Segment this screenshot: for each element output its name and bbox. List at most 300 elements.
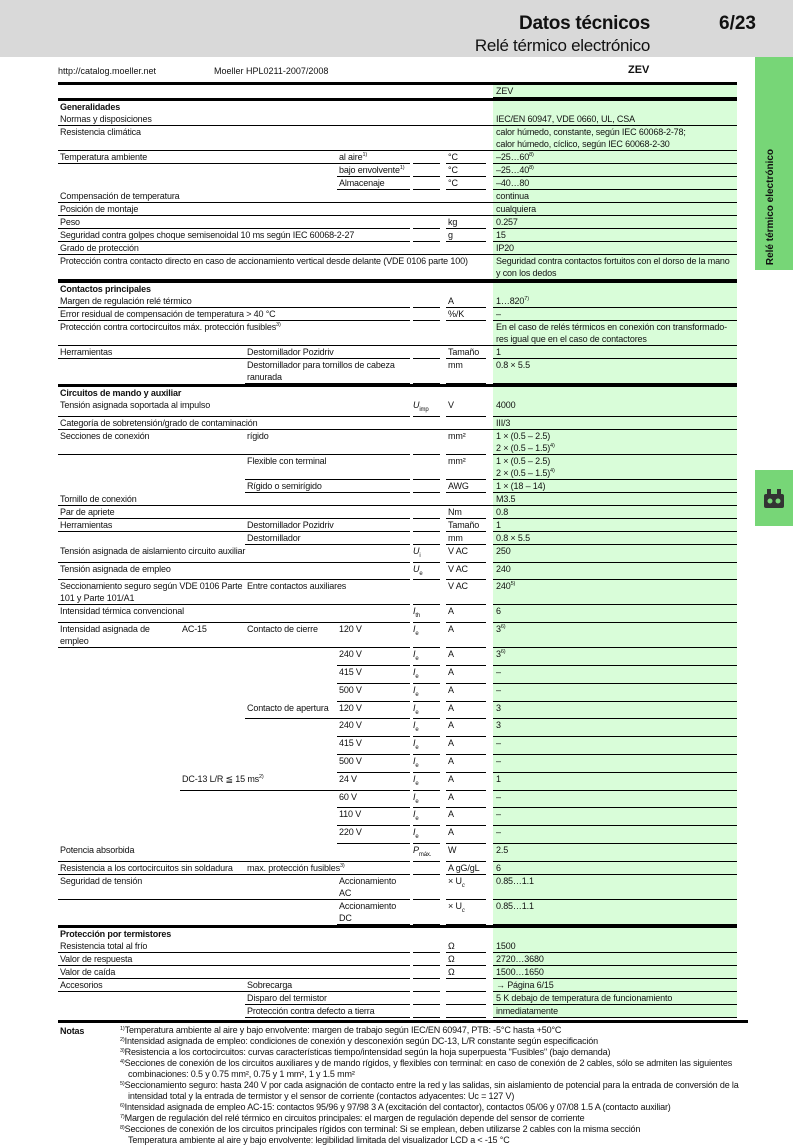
value-cell-text: – (496, 791, 501, 802)
label-cell-text: Seguridad de tensión (60, 875, 143, 886)
symbol-cell-text: I (413, 666, 416, 677)
value-cell-text: 240 (496, 563, 511, 574)
cond-cell (337, 666, 410, 684)
symbol-subscript: imp (419, 406, 429, 413)
empty-cell (58, 1005, 245, 1018)
unit-cell (446, 979, 486, 992)
table-row (58, 229, 737, 242)
section-title-text: Contactos principales (60, 284, 151, 294)
note-number: 7) (120, 1113, 125, 1120)
symbol-cell (413, 164, 440, 177)
table-row (58, 773, 737, 791)
sub-cell-text: Rígido o semirígido (247, 480, 322, 491)
value-cell (493, 826, 737, 844)
table-row (58, 979, 737, 992)
gap (486, 1005, 493, 1018)
unit-cell-text: kg (448, 217, 458, 227)
unit-cell-text: Ω (448, 953, 455, 964)
unit-cell (446, 791, 486, 809)
unit-cell-text: Ω (448, 940, 455, 951)
unit-cell-text: A (448, 809, 454, 820)
gap (486, 480, 493, 493)
symbol-cell (413, 399, 440, 417)
unit-cell-text: AWG (448, 480, 469, 491)
table-row (58, 953, 737, 966)
value-cell (493, 101, 737, 113)
cond-cell (337, 684, 410, 702)
content (58, 82, 748, 1146)
table-row (58, 992, 737, 1005)
table-row (58, 308, 737, 321)
cond-cell (337, 808, 410, 826)
value-cell (493, 580, 737, 605)
section-header (58, 384, 737, 399)
footnote-ref[interactable]: 1) (362, 152, 368, 158)
gap (486, 755, 493, 773)
empty-cell (58, 359, 245, 384)
footnote-ref[interactable]: 3) (276, 322, 281, 328)
symbol-subscript: e (415, 727, 419, 734)
symbol-subscript: e (415, 780, 419, 787)
cond-cell (337, 791, 410, 809)
table-row (58, 430, 737, 455)
value-cell-text: 5 K debajo de temperatura de funcionamiento (496, 992, 673, 1003)
symbol-cell-text: I (413, 827, 416, 838)
label-cell (58, 190, 493, 203)
symbol-cell (413, 177, 440, 190)
symbol-cell-text: I (413, 791, 416, 802)
symbol-cell-text: U (413, 545, 420, 556)
cond-cell (337, 702, 410, 720)
label-cell (58, 862, 245, 875)
empty-cell (58, 455, 245, 480)
unit-cell-text: mm (448, 532, 463, 543)
symbol-cell (413, 666, 440, 684)
table-row (58, 417, 737, 430)
unit-cell-text: V (448, 400, 454, 410)
cond-cell (337, 719, 410, 737)
table-row (58, 126, 737, 151)
cond-cell-text: 110 V (339, 809, 362, 820)
cond-cell-text: 415 V (339, 738, 362, 749)
gap (486, 545, 493, 563)
value-cell (493, 979, 737, 992)
label-cell-text: Compensación de temperatura (60, 191, 180, 201)
unit-cell (446, 862, 486, 875)
section-title (58, 101, 493, 113)
cond-cell-text: 240 V (339, 649, 362, 660)
label-cell (58, 953, 410, 966)
note-item (120, 1047, 748, 1058)
cond-cell (337, 826, 410, 844)
relay-icon (761, 485, 787, 511)
table-row (58, 684, 737, 702)
unit-cell-text: °C (448, 178, 458, 188)
symbol-cell (413, 844, 440, 862)
note-item (120, 1124, 748, 1146)
gap (486, 737, 493, 755)
symbol-cell (413, 532, 440, 545)
value-cell (493, 177, 737, 190)
note-text: Resistencia a los cortocircuitos: curvas características tiempo/intensidad según la hoja superpuesta "Fusibles" (bajo demanda) (124, 1046, 611, 1057)
note-text: Secciones de conexión de los circuitos auxiliares y de mando rígidos, y flexibles con terminal: en caso de conexión de 2 cables, sólo se admiten las siguientes combinaciones: 0.5 y 0.75 mm², 0.75 y 1 mm², 1 y 1.5 mm² (124, 1057, 733, 1079)
unit-cell (446, 648, 486, 666)
note-number: 2) (120, 1036, 125, 1043)
value-cell-text: 0.85…1.1 (496, 900, 534, 911)
note-text: Intensidad asignada de empleo: condiciones de conexión y desconexión según DC-13, L/R constante según especificación (124, 1035, 599, 1046)
gap (486, 648, 493, 666)
value-cell-text: – (496, 755, 501, 766)
unit-cell-text: Nm (448, 506, 462, 517)
symbol-cell (413, 519, 440, 532)
unit-cell (446, 308, 486, 321)
label-cell-text: Tensión asignada de aislamiento circuito auxiliar (60, 545, 246, 556)
value-cell (493, 605, 737, 623)
value-cell-text: 0.257 (496, 217, 518, 227)
label-cell-text: Normas y disposiciones (60, 114, 152, 124)
cond-cell-text: 120 V (339, 624, 362, 635)
note-text: Margen de regulación del relé térmico en circuitos principales: el margen de regulación depende del sensor de corriente (124, 1112, 585, 1123)
notes-title: Notas (60, 1025, 85, 1036)
table-row (58, 493, 737, 506)
table-row (58, 203, 737, 216)
symbol-cell (413, 702, 440, 720)
label-cell (58, 255, 493, 280)
mode-cell-text: DC-13 L/R ≦ 15 ms (182, 773, 260, 784)
gap (486, 875, 493, 900)
footnote-ref[interactable]: 2) (259, 773, 264, 780)
sub-cell (245, 623, 337, 648)
unit-cell (446, 666, 486, 684)
unit-cell-text: V AC (448, 545, 468, 556)
gap (486, 229, 493, 242)
value-cell (493, 387, 737, 399)
cond-cell-text: 120 V (339, 702, 362, 713)
symbol-cell (413, 966, 440, 979)
value-cell-text: 1…820 (496, 296, 525, 306)
unit-cell-text: A (448, 773, 454, 784)
symbol-cell (413, 875, 440, 900)
value-cell-text: 1 × (18 – 14) (496, 480, 546, 491)
value-cell-text: 2720…3680 (496, 953, 544, 964)
gap (486, 826, 493, 844)
symbol-cell (413, 605, 440, 623)
mode-cell (180, 773, 337, 791)
value-cell (493, 844, 737, 862)
empty-cell (58, 702, 245, 720)
value-cell-text: 0.8 × 5.5 (496, 360, 530, 370)
section-title (58, 283, 493, 295)
value-cell-text: En el caso de relés térmicos en conexión con transformado- res igual que en el caso de contactores (496, 322, 727, 344)
empty-cell (58, 826, 337, 844)
symbol-subscript: e (415, 630, 419, 637)
table-row (58, 844, 737, 862)
label-cell (58, 430, 245, 455)
symbol-cell (413, 826, 440, 844)
unit-cell-text: × U (448, 875, 462, 886)
gap (486, 719, 493, 737)
note-number: 5) (120, 1080, 125, 1087)
value-cell-text: – (496, 738, 501, 749)
value-cell (493, 430, 737, 455)
gap (486, 506, 493, 519)
table-row (58, 580, 737, 605)
unit-subscript: c (461, 882, 465, 889)
label-cell-text: Margen de regulación relé térmico (60, 296, 192, 306)
cond-cell-text: Accionamiento AC (339, 875, 397, 898)
value-cell (493, 719, 737, 737)
symbol-subscript: e (415, 673, 419, 680)
table-row (58, 966, 737, 979)
technical-data-table (58, 82, 737, 1018)
unit-cell-text: mm (448, 360, 463, 370)
cond-cell-text: Almacenaje (339, 178, 385, 188)
label-cell (58, 844, 410, 862)
table-row (58, 808, 737, 826)
value-cell-text: 0.8 (496, 506, 509, 517)
unit-cell-text: A (448, 720, 454, 731)
label-cell-text: Categoría de sobretensión/grado de contaminación (60, 417, 258, 428)
sub-cell (245, 992, 410, 1005)
value-cell-text: calor húmedo, constante, según IEC 60068-2-78; calor húmedo, cíclico, según IEC 60068-2-30 (496, 127, 686, 149)
side-tab[interactable] (755, 57, 793, 270)
value-cell (493, 684, 737, 702)
label-cell (58, 399, 410, 417)
label-cell-text: Herramientas (60, 519, 113, 530)
symbol-subscript: e (415, 816, 419, 823)
symbol-cell (413, 953, 440, 966)
unit-cell-text: %/K (448, 309, 465, 319)
cond-cell-text: 500 V (339, 755, 362, 766)
gap (486, 773, 493, 791)
label-cell (58, 295, 410, 308)
table-row (58, 399, 737, 417)
empty-cell (58, 791, 337, 809)
footnote-ref[interactable]: 8) (529, 152, 534, 158)
label-cell-text: Protección contra cortocircuitos máx. protección fusibles (60, 322, 277, 332)
value-cell (493, 862, 737, 875)
symbol-subscript: e (415, 691, 419, 698)
gap (486, 623, 493, 648)
label-cell (58, 203, 493, 216)
table-row (58, 177, 737, 190)
value-cell (493, 190, 737, 203)
unit-cell-text: °C (448, 165, 458, 175)
table-row (58, 455, 737, 480)
gap (486, 519, 493, 532)
symbol-cell (413, 992, 440, 1005)
relay-tab[interactable] (755, 470, 793, 526)
unit-cell (446, 430, 486, 455)
value-cell-text: –40…80 (496, 178, 530, 188)
value-cell-text: inmediatamente (496, 1005, 558, 1016)
value-cell (493, 519, 737, 532)
symbol-cell (413, 359, 440, 384)
unit-cell-text: A (448, 666, 454, 677)
sub-cell-text: Destornillador Pozidriv (247, 519, 334, 530)
note-text: Temperatura ambiente al aire y bajo envolvente: margen de trabajo según IEC/EN 60947, PTB: -5°C hasta +50°C (124, 1024, 562, 1035)
footnote-ref[interactable]: 6) (500, 624, 506, 631)
table-row (58, 190, 737, 203)
value-cell-text: 250 (496, 545, 511, 556)
label-cell (58, 308, 410, 321)
symbol-cell (413, 979, 440, 992)
gap (486, 295, 493, 308)
value-cell (493, 940, 737, 953)
empty-cell (58, 480, 245, 493)
note-item (120, 1036, 748, 1047)
cond-cell (337, 648, 410, 666)
sub-cell-text: rígido (247, 430, 269, 441)
value-cell-text: – (496, 309, 501, 319)
cond-cell (337, 900, 410, 925)
label-cell (58, 113, 493, 126)
footnote-ref[interactable]: 7) (524, 296, 529, 302)
value-cell-text: 1500 (496, 940, 516, 951)
table-row (58, 255, 737, 280)
label-cell-text: Tensión asignada de empleo (60, 563, 171, 574)
value-cell-text: continua (496, 191, 529, 201)
cond-cell-text: 415 V (339, 666, 362, 677)
unit-cell-text: °C (448, 152, 458, 162)
gap (486, 346, 493, 359)
sub-cell-text: max. protección fusibles (247, 862, 340, 873)
footnote-ref[interactable]: 3) (339, 862, 345, 869)
note-text: Intensidad asignada de empleo AC-15: contactos 95/96 y 97/98 3 A (excitación del contactor), contactos 05/06 y 07/08 1.5 A (contacto auxiliar) (124, 1101, 671, 1112)
value-cell (493, 966, 737, 979)
symbol-cell (413, 151, 440, 164)
symbol-subscript: th (415, 613, 421, 620)
label-cell-text: Resistencia climática (60, 127, 141, 137)
footnote-ref[interactable]: 8) (529, 165, 534, 171)
empty-cell (58, 177, 337, 190)
table-row (58, 346, 737, 359)
table-row (58, 719, 737, 737)
value-cell-text: 1 × (0.5 – 2.5) 2 × (0.5 – 1.5) (496, 430, 551, 453)
unit-cell (446, 164, 486, 177)
value-cell (493, 164, 737, 177)
label-cell (58, 216, 410, 229)
label-cell-text: Tensión asignada soportada al impulso (60, 400, 211, 410)
symbol-cell (413, 430, 440, 455)
symbol-subscript: e (415, 833, 419, 840)
label-cell (58, 151, 337, 164)
unit-cell (446, 399, 486, 417)
sub-cell-text: Destornillador Pozidriv (247, 347, 334, 357)
value-cell-text: 0.8 × 5.5 (496, 532, 530, 543)
unit-cell-text: W (448, 844, 457, 855)
gap (486, 605, 493, 623)
gap (486, 702, 493, 720)
footnote-ref[interactable]: 5) (510, 581, 516, 588)
unit-cell (446, 177, 486, 190)
symbol-subscript: máx. (418, 851, 432, 858)
unit-cell (446, 900, 486, 925)
label-cell (58, 623, 180, 648)
table-row (58, 875, 737, 900)
catalog-url[interactable]: http://catalog.moeller.net (58, 66, 157, 76)
unit-cell (446, 719, 486, 737)
symbol-cell (413, 737, 440, 755)
footnote-ref[interactable]: 6) (500, 649, 506, 656)
table-row (58, 113, 737, 126)
sub-cell (245, 979, 410, 992)
page-title: Datos técnicos (519, 13, 650, 34)
footnote-ref[interactable]: 4) (550, 467, 555, 474)
value-cell (493, 359, 737, 384)
gap (486, 862, 493, 875)
section-header (58, 925, 737, 940)
sub-cell (245, 519, 410, 532)
empty-cell (58, 666, 337, 684)
label-cell-text: Secciones de conexión (60, 430, 150, 441)
unit-cell-text: Ω (448, 966, 455, 977)
sub-cell (245, 702, 337, 720)
table-row (58, 826, 737, 844)
value-cell-text: 1 (496, 347, 501, 357)
symbol-cell (413, 773, 440, 791)
gap (486, 844, 493, 862)
label-cell (58, 580, 245, 605)
value-cell (493, 229, 737, 242)
unit-cell (446, 506, 486, 519)
value-cell (493, 346, 737, 359)
label-cell-text: Intensidad asignada de empleo (60, 624, 150, 647)
value-cell-text: 2.5 (496, 844, 509, 855)
note-number: 8) (120, 1124, 125, 1131)
unit-cell (446, 623, 486, 648)
label-cell (58, 493, 493, 506)
sub-cell-text: Entre contactos auxiliares (247, 581, 347, 592)
footnote-ref[interactable]: 1) (399, 165, 405, 171)
symbol-cell (413, 480, 440, 493)
value-cell (493, 666, 737, 684)
empty-cell (58, 773, 180, 791)
cond-cell (337, 151, 410, 164)
gap (486, 666, 493, 684)
gap (486, 791, 493, 809)
unit-cell-text: A (448, 296, 454, 306)
catalog-id: Moeller HPL0211-2007/2008 (214, 66, 329, 76)
unit-cell (446, 346, 486, 359)
label-cell-text: Posición de montaje (60, 204, 139, 214)
gap (486, 216, 493, 229)
label-cell (58, 966, 410, 979)
symbol-subscript: i (419, 552, 421, 559)
unit-cell-text: A (448, 702, 454, 713)
value-cell (493, 113, 737, 126)
symbol-cell (413, 791, 440, 809)
table-row (58, 666, 737, 684)
value-cell (493, 480, 737, 493)
empty-cell (58, 808, 337, 826)
table-row (58, 506, 737, 519)
sub-cell-text: Contacto de cierre (247, 624, 318, 635)
label-cell-text: Seguridad contra golpes choque semisenoidal 10 ms según IEC 60068-2-27 (60, 230, 355, 240)
sub-cell (245, 359, 410, 384)
unit-cell-text: A (448, 684, 454, 695)
symbol-cell-text: I (413, 684, 416, 695)
section-header (58, 98, 737, 113)
value-cell-text: – (496, 684, 501, 695)
table-row (58, 82, 737, 98)
unit-cell-text: A (448, 791, 454, 802)
symbol-cell (413, 862, 440, 875)
unit-cell (446, 875, 486, 900)
symbol-cell-text: U (413, 563, 420, 574)
table-row (58, 480, 737, 493)
footnote-ref[interactable]: 4) (550, 442, 555, 449)
